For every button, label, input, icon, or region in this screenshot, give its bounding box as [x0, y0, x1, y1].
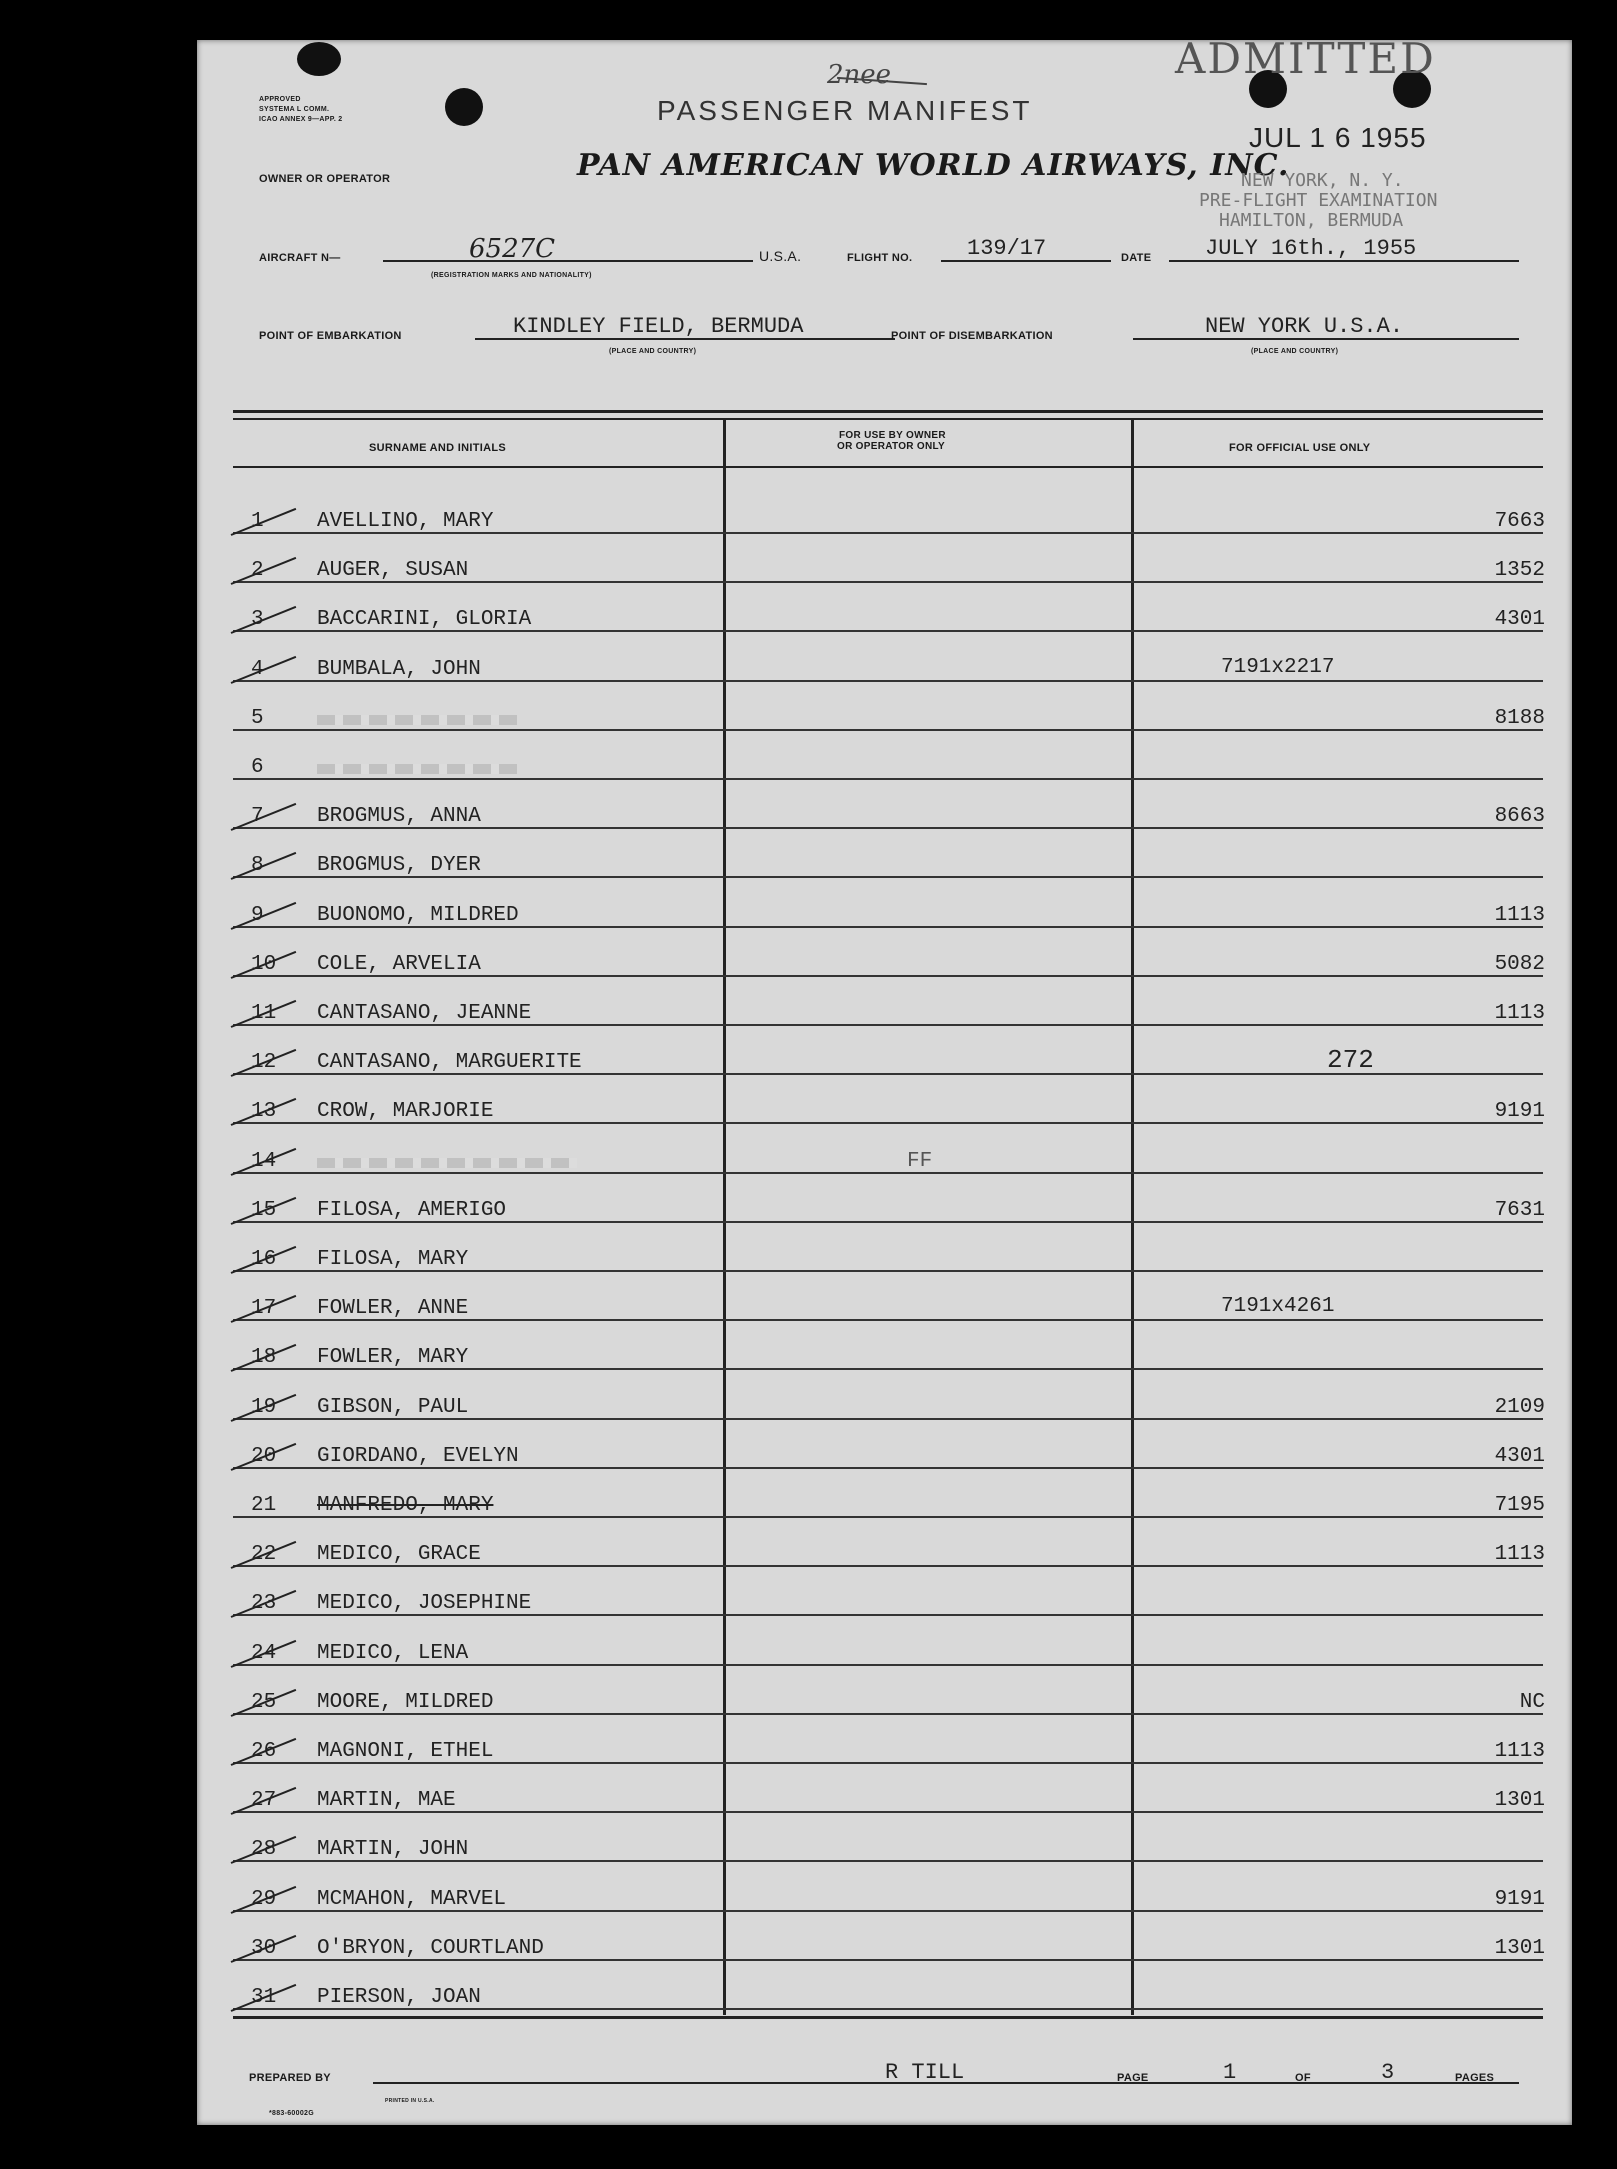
page-line — [1163, 2082, 1519, 2084]
row-number: 25 — [251, 1691, 277, 1714]
official-use-cell: 1113 — [1494, 1002, 1545, 1025]
official-use-cell: 1113 — [1494, 904, 1545, 927]
redacted-name — [317, 764, 517, 774]
redacted-name — [317, 1158, 577, 1168]
passenger-name: FILOSA, AMERIGO — [317, 1199, 507, 1222]
passenger-name: CANTASANO, JEANNE — [317, 1002, 532, 1025]
table-bottom-rule — [233, 2016, 1543, 2019]
row-number: 24 — [251, 1642, 277, 1665]
row-number: 1 — [251, 510, 264, 533]
passenger-name: BACCARINI, GLORIA — [317, 608, 532, 631]
passenger-name: PIERSON, JOAN — [317, 1986, 481, 2009]
official-use-cell: 5082 — [1494, 953, 1545, 976]
form-approval-line-2: SYSTEMA L COMM. — [259, 106, 330, 113]
official-use-cell: 9191 — [1494, 1888, 1545, 1911]
stamp-date: JUL 1 6 1955 — [1249, 122, 1427, 153]
row-number: 23 — [251, 1592, 277, 1615]
owner-label: OWNER OR OPERATOR — [259, 173, 391, 185]
passenger-name: FOWLER, ANNE — [317, 1297, 469, 1320]
row-number: 27 — [251, 1789, 277, 1812]
passenger-name: CROW, MARJORIE — [317, 1100, 494, 1123]
passenger-name: MAGNONI, ETHEL — [317, 1740, 494, 1763]
aircraft-line — [383, 260, 753, 262]
form-approval-line-3: ICAO ANNEX 9—APP. 2 — [259, 116, 343, 123]
row-number: 12 — [251, 1051, 277, 1074]
official-use-cell: 2109 — [1494, 1396, 1545, 1419]
disembarkation-caption: (PLACE AND COUNTRY) — [1251, 348, 1339, 355]
row-number: 15 — [251, 1199, 277, 1222]
row-number: 2 — [251, 559, 264, 582]
row-number: 7 — [251, 805, 264, 828]
prepared-by-label: PREPARED BY — [249, 2072, 331, 2084]
row-number: 20 — [251, 1445, 277, 1468]
row-number: 6 — [251, 756, 264, 779]
usa-label: U.S.A. — [759, 248, 802, 264]
row-number: 18 — [251, 1346, 277, 1369]
passenger-name: MEDICO, LENA — [317, 1642, 469, 1665]
column-divider — [1131, 420, 1134, 2015]
row-number: 29 — [251, 1888, 277, 1911]
table-header-rule — [233, 466, 1543, 468]
passenger-name: MEDICO, GRACE — [317, 1543, 481, 1566]
row-number: 10 — [251, 953, 277, 976]
embarkation-label: POINT OF EMBARKATION — [259, 330, 402, 342]
row-number: 28 — [251, 1838, 277, 1861]
column-header-owner-line2: OR OPERATOR ONLY — [837, 441, 945, 452]
row-number: 5 — [251, 707, 264, 730]
row-number: 21 — [251, 1494, 277, 1517]
form-approval-line-1: APPROVED — [259, 96, 301, 103]
row-number: 26 — [251, 1740, 277, 1763]
passenger-name: COLE, ARVELIA — [317, 953, 481, 976]
stamp-location: NEW YORK, N. Y. — [1241, 170, 1404, 191]
official-use-cell: 7191x2217 — [1221, 656, 1335, 679]
official-use-cell: 272 — [1327, 1045, 1374, 1075]
page-number: 1 — [1223, 2060, 1237, 2085]
aircraft-label: AIRCRAFT N— — [259, 252, 341, 264]
passenger-name: BUMBALA, JOHN — [317, 658, 481, 681]
punch-hole-icon — [297, 42, 341, 76]
official-use-cell: 8188 — [1494, 707, 1545, 730]
embarkation-value: KINDLEY FIELD, BERMUDA — [513, 314, 804, 339]
page-label: PAGE — [1117, 2072, 1149, 2084]
passenger-name: GIORDANO, EVELYN — [317, 1445, 519, 1468]
form-number: *883-60002G — [269, 2110, 314, 2117]
stamp-exam: PRE-FLIGHT EXAMINATION — [1199, 190, 1438, 211]
page-total: 3 — [1381, 2060, 1395, 2085]
owner-use-cell: FF — [907, 1150, 933, 1173]
table-row-line — [233, 729, 1543, 731]
table-top-rule-2 — [233, 418, 1543, 420]
official-use-cell: 1113 — [1494, 1740, 1545, 1763]
official-use-cell: 7663 — [1494, 510, 1545, 533]
official-use-cell: 4301 — [1494, 1445, 1545, 1468]
passenger-name: AVELLINO, MARY — [317, 510, 494, 533]
passenger-name: MOORE, MILDRED — [317, 1691, 494, 1714]
aircraft-caption: (REGISTRATION MARKS AND NATIONALITY) — [431, 272, 592, 279]
passenger-name: FILOSA, MARY — [317, 1248, 469, 1271]
punch-hole-icon — [445, 88, 483, 126]
row-number: 13 — [251, 1100, 277, 1123]
official-use-cell: 1113 — [1494, 1543, 1545, 1566]
printed-in-usa: PRINTED IN U.S.A. — [385, 2098, 435, 2104]
row-number: 19 — [251, 1396, 277, 1419]
row-number: 30 — [251, 1937, 277, 1960]
official-use-cell: 4301 — [1494, 608, 1545, 631]
passenger-name: GIBSON, PAUL — [317, 1396, 469, 1419]
row-number: 11 — [251, 1002, 277, 1025]
column-header-official: FOR OFFICIAL USE ONLY — [1229, 442, 1371, 454]
official-use-cell: 1352 — [1494, 559, 1545, 582]
passenger-name: MEDICO, JOSEPHINE — [317, 1592, 532, 1615]
passenger-name: AUGER, SUSAN — [317, 559, 469, 582]
column-header-owner-line1: FOR USE BY OWNER — [839, 430, 946, 441]
manifest-page — [197, 34, 1572, 2125]
flight-value: 139/17 — [967, 236, 1047, 261]
handwritten-mark: 2nee — [827, 60, 892, 90]
flight-label: FLIGHT NO. — [847, 252, 913, 264]
redacted-name — [317, 715, 517, 725]
passenger-name: BROGMUS, ANNA — [317, 805, 481, 828]
column-header-surname: SURNAME AND INITIALS — [369, 442, 506, 454]
admitted-stamp: ADMITTED — [1175, 34, 1436, 83]
table-top-rule — [233, 410, 1543, 413]
passenger-name: MCMAHON, MARVEL — [317, 1888, 507, 1911]
prepared-by-value: R TILL — [885, 2060, 965, 2085]
official-use-cell: NC — [1519, 1691, 1545, 1714]
row-number: 3 — [251, 608, 264, 631]
passenger-name: MARTIN, MAE — [317, 1789, 456, 1812]
passenger-name: MANFREDO, MARY — [317, 1494, 494, 1517]
of-label: OF — [1295, 2072, 1311, 2084]
passenger-name: MARTIN, JOHN — [317, 1838, 469, 1861]
table-row-line — [233, 1172, 1543, 1174]
row-number: 16 — [251, 1248, 277, 1271]
disembarkation-label: POINT OF DISEMBARKATION — [891, 330, 1053, 342]
aircraft-value: 6527C — [469, 234, 556, 264]
row-number: 14 — [251, 1150, 277, 1173]
official-use-cell: 7195 — [1494, 1494, 1545, 1517]
table-row-line — [233, 778, 1543, 780]
passenger-name: CANTASANO, MARGUERITE — [317, 1051, 582, 1074]
disembarkation-value: NEW YORK U.S.A. — [1205, 314, 1404, 339]
row-number: 9 — [251, 904, 264, 927]
official-use-cell: 9191 — [1494, 1100, 1545, 1123]
passenger-name: BUONOMO, MILDRED — [317, 904, 519, 927]
pages-label: PAGES — [1455, 2072, 1495, 2084]
column-divider — [723, 420, 726, 2015]
row-number: 31 — [251, 1986, 277, 2009]
prepared-by-line — [373, 2082, 1173, 2084]
passenger-name: O'BRYON, COURTLAND — [317, 1937, 544, 1960]
manifest-title: PASSENGER MANIFEST — [657, 95, 1033, 126]
date-value: JULY 16th., 1955 — [1205, 236, 1417, 261]
embarkation-caption: (PLACE AND COUNTRY) — [609, 348, 697, 355]
airline-name: PAN AMERICAN WORLD AIRWAYS, INC. — [577, 148, 1290, 183]
passenger-name: FOWLER, MARY — [317, 1346, 469, 1369]
passenger-name: BROGMUS, DYER — [317, 854, 481, 877]
row-number: 4 — [251, 658, 264, 681]
row-number: 8 — [251, 854, 264, 877]
official-use-cell: 8663 — [1494, 805, 1545, 828]
official-use-cell: 7191x4261 — [1221, 1295, 1335, 1318]
row-number: 22 — [251, 1543, 277, 1566]
official-use-cell: 1301 — [1494, 1937, 1545, 1960]
official-use-cell: 7631 — [1494, 1199, 1545, 1222]
date-label: DATE — [1121, 252, 1152, 264]
row-number: 17 — [251, 1297, 277, 1320]
stamp-place: HAMILTON, BERMUDA — [1219, 210, 1404, 231]
official-use-cell: 1301 — [1494, 1789, 1545, 1812]
